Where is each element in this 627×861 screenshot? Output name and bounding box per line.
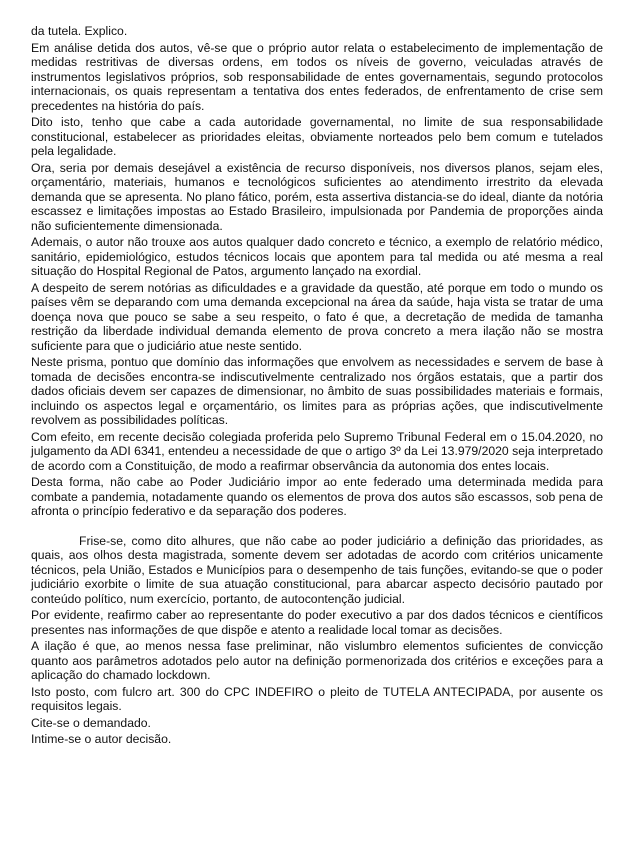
paragraph-resources: Ora, seria por demais desejável a existência de recurso disponíveis, nos diversos planos, sejam eles, orçamentário, materiais, humanos e tecnológicos suficientes ao atendimento irrestrito da elevada demanda que se apresenta. No plano fático, porém, esta assertiva distancia-se do ideal, diante da notória escassez e limitações impostas ao Estado Brasileiro, impulsionada por Pandemia de proporções ainda não suficientemente dimensionada. [31,160,603,233]
paragraph-difficulties: A despeito de serem notórias as dificuldades e a gravidade da questão, até porque em todo o mundo os países vêm se deparando com uma demanda excepcional na área da saúde, haja vista se tratar de uma doença nova que pouco se sabe a seu respeito, o fato é que, a decretação de medida de tamanha restrição da liberdade individual demanda elemento de prova concreto a mera ilação não se mostra suficiente para que o judiciário atue neste sentido. [31,280,603,353]
paragraph-analysis: Em análise detida dos autos, vê-se que o próprio autor relata o estabelecimento de implementação de medidas restritivas de diversas ordens, em todos os níveis de governo, veiculadas através de instrumentos legislativos próprios, sob responsabilidade de entes governamentais, segundo protocolos internacionais, os quais representam a tentativa dos entes federados, de enfrentamento de crise sem precedentes na história do país. [31,40,603,113]
paragraph-intime: Intime-se o autor decisão. [31,732,172,746]
paragraph-cite: Cite-se o demandado. [31,715,151,730]
paragraph-information: Neste prisma, pontuo que domínio das informações que envolvem as necessidades e servem de base à tomada de decisões encontra-se indiscutivelmente centralizado nos órgãos estatais, que a partir dos dados oficiais devem ser capazes de dimensionar, no âmbito de suas possibilidades materiais e formais, incluindo os aspectos legal e orçamentário, os limites para as próprias ações, que indiscutivelmente revolvem as possibilidades políticas. [31,355,603,427]
paragraph-ruling: Isto posto, com fulcro art. 300 do CPC INDEFIRO o pleito de TUTELA ANTECIPADA, por ausente os requisitos legais. [31,684,603,713]
paragraph-intro: da tutela. Explico. [31,24,128,38]
paragraph-evidence: Ademais, o autor não trouxe aos autos qualquer dado concreto e técnico, a exemplo de relatório médico, sanitário, epidemiológico, estudos técnicos locais que apontem para tal medida ou até mesma a real situação do Hospital Regional de Patos, argumento lançado na exordial. [31,235,603,278]
paragraph-conclusion: A ilação é que, ao menos nessa fase preliminar, não vislumbro elementos suficientes de convicção quanto aos parâmetros adotados pelo autor na definição pormenorizada dos critérios e exceções para a aplicação do chamado lockdown. [31,639,603,682]
paragraph-priorities: Frise-se, como dito alhures, que não cabe ao poder judiciário a definição das prioridades, as quais, aos olhos desta magistrada, somente devem ser adotadas de acordo com critérios unicamente técnicos, pela União, Estados e Municípios para o desempenho de tais funções, evitando-se que o poder judiciário exorbite o limite de sua atuação constitucional, para abarcar aspecto decisório pautado por conteúdo político, num exercício, portanto, de autocontenção judicial. [31,533,603,606]
paragraph-stf-decision: Com efeito, em recente decisão colegiada proferida pelo Supremo Tribunal Federal em o 15.04.2020, no julgamento da ADI 6341, entendeu a necessidade de que o artigo 3º da Lei 13.979/2020 seja interpretado de acordo com a Constituição, de modo a reafirmar observância da autonomia dos entes locais. [31,429,603,473]
paragraph-executive: Por evidente, reafirmo caber ao representante do poder executivo a par dos dados técnicos e científicos presentes nas informações de que dispõe e atento a realidade local tomar as decisões. [31,608,603,637]
paragraph-federative: Desta forma, não cabe ao Poder Judiciário impor ao ente federado uma determinada medida para combate a pandemia, notadamente quando os elementos de prova dos autos são escassos, sob pena de afronta o princípio federativo e da separação dos poderes. [31,475,603,518]
paragraph-authority: Dito isto, tenho que cabe a cada autoridade governamental, no limite de sua responsabilidade constitucional, estabelecer as prioridades eleitas, obviamente norteados pelo bem comum e tutelados pela legalidade. [31,115,603,158]
